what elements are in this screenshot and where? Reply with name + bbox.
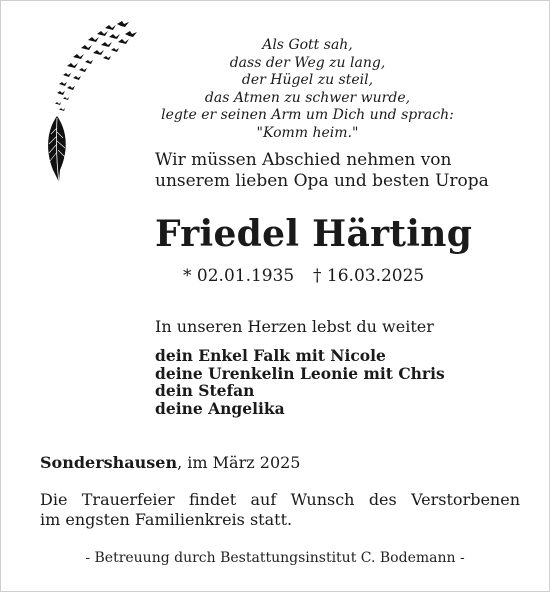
place-and-date <box>40 453 520 473</box>
birth-date: * 02.01.1935 <box>183 266 295 286</box>
poem-line: "Komm heim." <box>256 124 359 141</box>
poem-line: das Atmen zu schwer wurde, <box>204 89 411 106</box>
place-date: , im März 2025 <box>177 453 301 472</box>
poem <box>150 37 465 142</box>
mourner-item: dein Stefan <box>155 381 255 400</box>
mourner-item: deine Urenkelin Leonie mit Chris <box>155 363 445 383</box>
poem-line: dass der Weg zu lang, <box>229 54 386 71</box>
intro-line: Wir müssen Abschied nehmen von <box>155 150 452 170</box>
intro-line: unserem lieben Opa und besten Uropa <box>155 171 489 191</box>
motto: In unseren Herzen lebst du weiter <box>155 317 434 336</box>
farewell-intro <box>155 150 535 192</box>
mourner-item: dein Enkel Falk mit Nicole <box>155 346 386 365</box>
poem-line: legte er seinen Arm um Dich und sprach: <box>161 107 454 123</box>
place-city: Sondershausen <box>40 453 178 472</box>
feather-with-birds-icon <box>45 20 140 185</box>
mourner-item: deine Angelika <box>155 398 285 418</box>
death-date: † 16.03.2025 <box>313 266 425 286</box>
undertaker-credit: - Betreuung durch Bestattungsinstitut C. Bodemann - <box>85 550 465 566</box>
poem-line: der Hügel zu steil, <box>241 72 374 88</box>
deceased-name: Friedel Härting <box>155 213 473 255</box>
poem-line: Als Gott sah, <box>262 37 353 53</box>
notice-line: im engsten Familienkreis statt. <box>40 510 293 529</box>
funeral-notice <box>40 490 520 530</box>
notice-line: Die Trauerfeier findet auf Wunsch des Verstorbenen <box>40 490 520 509</box>
mourners-list <box>155 347 535 417</box>
